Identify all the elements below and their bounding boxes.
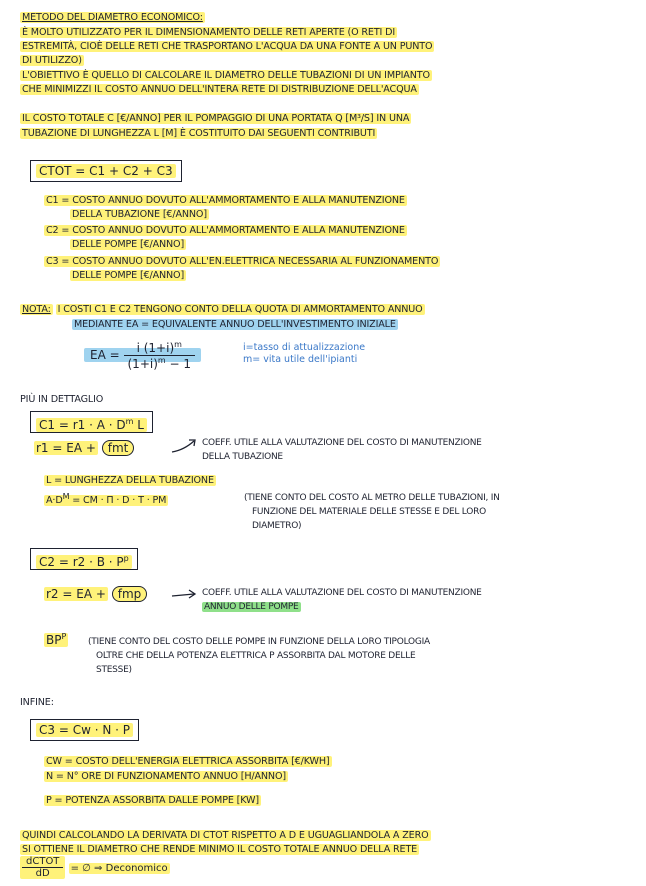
formula-c1-exp: m (125, 417, 134, 426)
conclusion-line-1 (20, 830, 431, 842)
intro-line-3 (20, 55, 84, 67)
nota-line-1 (20, 304, 425, 316)
c2-def-line-2 (70, 239, 186, 251)
adm-exp: M (62, 492, 70, 501)
ea-note-m: m= vita utile dell'ipianti (243, 354, 358, 365)
c2-def-text-1: C2 = COSTO ANNUO DOVUTO ALL'AMMORTAMENTO E ALLA MANUTENZIONE (46, 225, 405, 236)
c1-def-line-1 (44, 195, 407, 207)
adm-note-3: DIAMETRO) (252, 521, 302, 531)
bp-highlight (44, 633, 68, 647)
intro-text-1: È MOLTO UTILIZZATO PER IL DIMENSIONAMENTO DELLE RETI APERTE (O RETI DI (22, 27, 396, 38)
bp-text: BP (46, 633, 62, 647)
intro-text-2: ESTREMITÀ, CIOÈ DELLE RETI CHE TRASPORTANO L'ACQUA DA UNA FONTE A UN PUNTO (22, 41, 433, 52)
fmp-circled: fmp (112, 586, 148, 602)
derivative-formula (20, 856, 170, 879)
formula-c2 (36, 555, 132, 569)
bp-exp: P (61, 632, 67, 641)
nota-label: NOTA: (22, 304, 51, 315)
formula-c3-box (30, 719, 139, 741)
adm-note-2: FUNZIONE DEL MATERIALE DELLE STESSE E DEL LORO (252, 507, 486, 517)
p-text: P = POTENZA ASSORBITA DALLE POMPE [KW] (46, 795, 259, 806)
ea-formula (84, 340, 201, 371)
cw-line (44, 756, 332, 768)
c2-def-text-2: DELLE POMPE [€/ANNO] (72, 239, 185, 250)
n-text: N = N° ORE DI FUNZIONAMENTO ANNUO [H/ANNO] (46, 771, 286, 782)
intro-text-4: L'OBIETTIVO È QUELLO DI CALCOLARE IL DIAMETRO DELLE TUBAZIONI DI UN IMPIANTO (22, 70, 430, 81)
l-def-text: L = LUNGHEZZA DELLA TUBAZIONE (46, 475, 214, 486)
ea-den-exp: m (157, 356, 166, 365)
bp-note-1: (TIENE CONTO DEL COSTO DELLE POMPE IN FUNZIONE DELLA LORO TIPOLOGIA (88, 637, 430, 647)
total-cost-line-1 (20, 113, 411, 125)
c1-def-text-2: DELLA TUBAZIONE [€/ANNO] (72, 209, 207, 220)
nota-text-2: MEDIANTE EA = EQUIVALENTE ANNUO DELL'INVESTIMENTO INIZIALE (74, 319, 396, 330)
formula-c2-text: C2 = r2 · B · P (39, 555, 124, 569)
formula-c1-tail: L (137, 418, 144, 432)
bp-formula (44, 632, 68, 647)
conclusion-line-2 (20, 844, 419, 856)
adm-line (44, 491, 168, 507)
formula-c2-exp: p (123, 554, 129, 563)
intro-text-5: CHE MINIMIZZI IL COSTO ANNUO DELL'INTERA RETE DI DISTRIBUZIONE DELL'ACQUA (22, 84, 417, 95)
c2-coeff-line-1 (202, 587, 482, 599)
formula-c2-box (30, 548, 138, 570)
adm-note-1: (TIENE CONTO DEL COSTO AL METRO DELLE TUBAZIONI, IN (244, 493, 500, 503)
r2-text: r2 = EA + (46, 587, 106, 601)
adm-formula (44, 492, 168, 507)
c2-coeff-text-1: COEFF. UTILE ALLA VALUTAZIONE DEL COSTO DI MANUTENZIONE (202, 588, 482, 598)
derivative-rhs: = ∅ ⇒ Deconomico (70, 862, 168, 874)
nota-line-2 (72, 319, 398, 331)
r1-text: r1 = EA + (36, 441, 96, 455)
derivative-fraction (20, 856, 65, 879)
intro-line-2 (20, 41, 434, 53)
formula-ctot-box (30, 160, 182, 182)
ea-den-tail: − 1 (169, 357, 192, 371)
ea-formula-highlight (84, 340, 201, 371)
heading-text: METODO DEL DIAMETRO ECONOMICO: (22, 12, 203, 23)
cw-text: CW = COSTO DELL'ENERGIA ELETTRICA ASSORBITA [€/KWH] (46, 756, 330, 767)
infine-label: INFINE: (20, 697, 54, 708)
r1-formula (34, 440, 134, 456)
ea-fraction (124, 340, 196, 371)
formula-c1-box (30, 411, 153, 433)
intro-text-3: DI UTILIZZO) (22, 55, 82, 66)
c2-def-line-1 (44, 225, 407, 237)
formula-c3: C3 = Cw · N · P (36, 723, 133, 737)
c1-coeff-text-1: COEFF. UTILE ALLA VALUTAZIONE DEL COSTO DI MANUTENZIONE (202, 438, 482, 448)
bp-note-2: OLTRE CHE DELLA POTENZA ELETTRICA P ASSORBITA DAL MOTORE DELLE (96, 651, 416, 661)
ea-denominator (124, 356, 196, 371)
c1-coeff-line-1 (202, 437, 482, 449)
formula-c1 (36, 418, 147, 432)
ea-num-text: i (1+i) (136, 341, 175, 355)
intro-line-4 (20, 70, 432, 82)
conclusion-text-1: QUINDI CALCOLANDO LA DERIVATA DI CTOT RISPETTO A D E UGUAGLIANDOLA A ZERO (22, 830, 429, 841)
fmt-circled: fmt (102, 440, 135, 456)
total-cost-line-2 (20, 128, 377, 140)
c1-coeff-text-2: DELLA TUBAZIONE (202, 452, 283, 462)
heading (20, 12, 205, 24)
arrow-fmt-icon (170, 436, 200, 456)
bp-note-3: STESSE) (96, 665, 132, 675)
adm-rhs: = CM · Π · D · T · ΡM (72, 495, 167, 507)
ea-numerator (124, 340, 196, 356)
intro-line-1 (20, 27, 397, 39)
l-def-line (44, 475, 216, 487)
derivative-den: dD (35, 868, 50, 879)
c3-def-line-2 (70, 270, 186, 282)
intro-line-5 (20, 84, 419, 96)
c2-coeff-line-2 (202, 601, 301, 613)
ea-lhs: EA = (90, 348, 120, 362)
adm-text: A·D (46, 495, 63, 507)
c2-coeff-text-2: ANNUO DELLE POMPE (204, 602, 299, 612)
ea-den-text: (1+i) (127, 357, 158, 371)
n-line (44, 771, 288, 783)
derivative-num: dCTOT (22, 856, 63, 868)
r2-formula (44, 586, 147, 602)
total-cost-text-1: IL COSTO TOTALE C [€/ANNO] PER IL POMPAGGIO DI UNA PORTATA Q [M³/S] IN UNA (22, 113, 410, 124)
ea-note-i: i=tasso di attualizzazione (243, 342, 366, 353)
formula-ctot: CTOT = C1 + C2 + C3 (36, 164, 176, 178)
c1-def-line-2 (70, 209, 209, 221)
c3-def-line-1 (44, 256, 440, 268)
ea-num-exp: m (174, 340, 182, 349)
formula-c1-text: C1 = r1 · A · D (39, 418, 126, 432)
c1-coeff-line-2 (202, 451, 283, 463)
c3-def-text-1: C3 = COSTO ANNUO DOVUTO ALL'EN.ELETTRICA NECESSARIA AL FUNZIONAMENTO (46, 256, 439, 267)
total-cost-text-2: TUBAZIONE DI LUNGHEZZA L [M] È COSTITUITO DAI SEGUENTI CONTRIBUTI (22, 128, 376, 139)
nota-text-1: I COSTI C1 E C2 TENGONO CONTO DELLA QUOTA DI AMMORTAMENTO ANNUO (57, 304, 423, 315)
p-line (44, 795, 261, 807)
detail-heading: PIÙ IN DETTAGLIO (20, 394, 104, 405)
conclusion-text-2: SI OTTIENE IL DIAMETRO CHE RENDE MINIMO IL COSTO TOTALE ANNUO DELLA RETE (22, 844, 418, 855)
arrow-fmp-icon (170, 584, 200, 604)
c3-def-text-2: DELLE POMPE [€/ANNO] (72, 270, 185, 281)
c1-def-text-1: C1 = COSTO ANNUO DOVUTO ALL'AMMORTAMENTO E ALLA MANUTENZIONE (46, 195, 405, 206)
